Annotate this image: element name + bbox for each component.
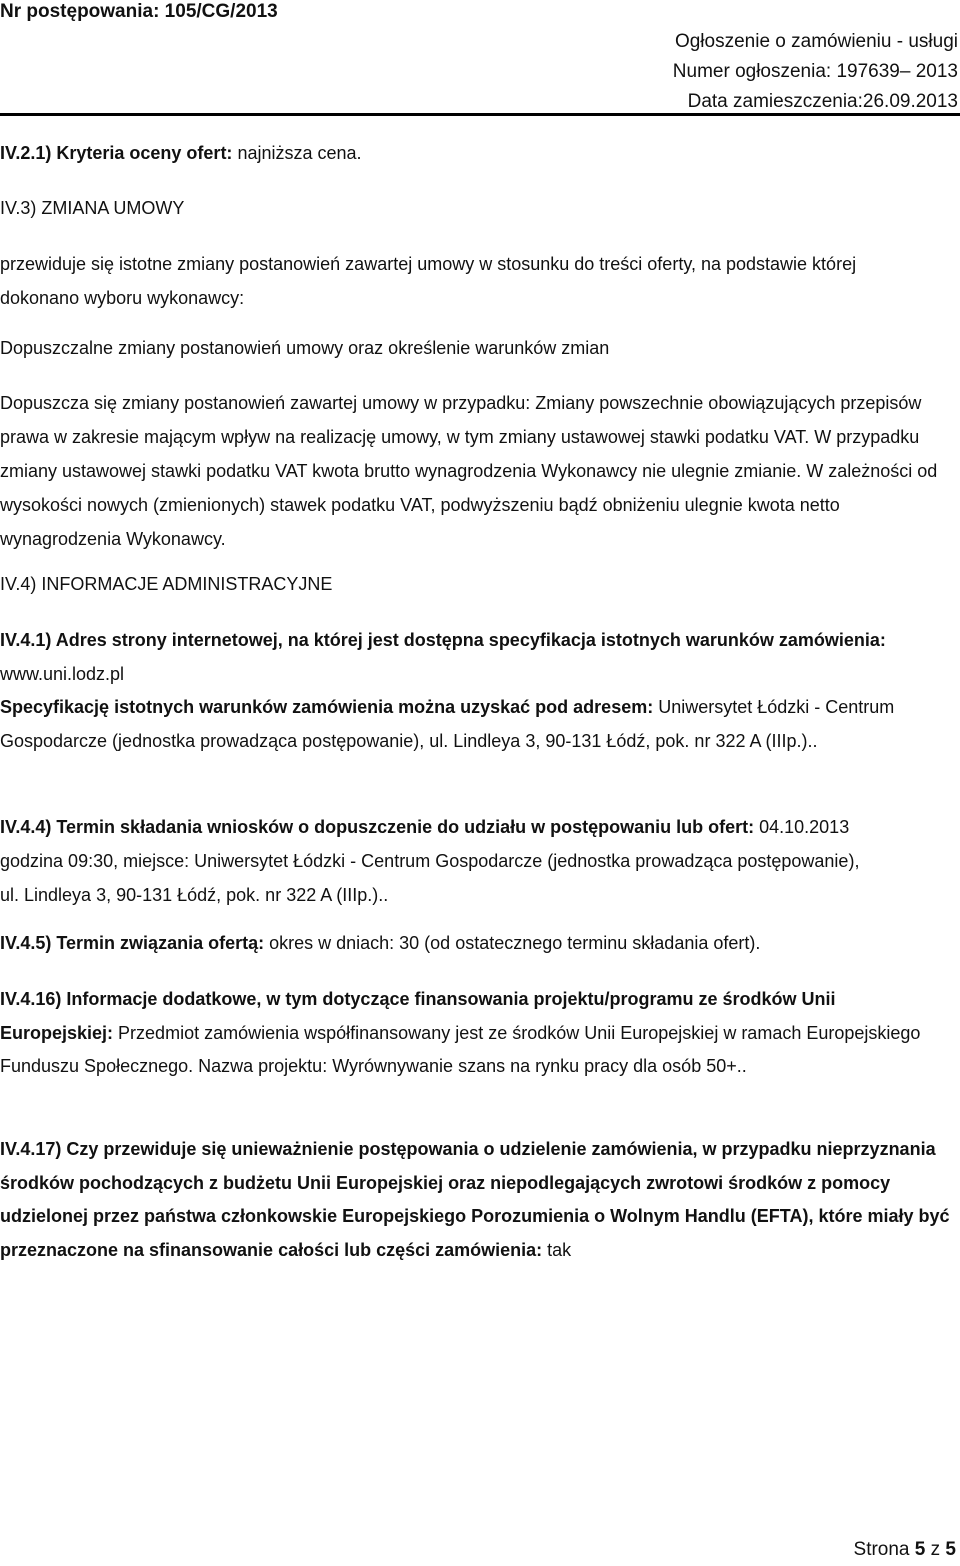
criteria-section <box>0 143 958 164</box>
change-intro: przewiduje się istotne zmiany postanowień zawartej umowy w stosunku do treści oferty, na podstawie której dokonano wyboru wykonawcy: <box>0 254 857 308</box>
website-value: www.uni.lodz.pl <box>0 664 125 684</box>
deadline-value: 04.10.2013 godzina 09:30, miejsce: Uniwersytet Łódzki - Centrum Gospodarcze (jednostka prowadząca postępowanie), ul. Lindleya 3, 90-131 Łódź, pok. nr 322 A (IIIp.).. <box>0 817 860 905</box>
header-divider <box>0 113 960 116</box>
notice-header <box>673 27 958 117</box>
additional-label: IV.4.16) Informacje dodatkowe, w tym dotyczące finansowania projektu/programu ze środków Unii Europejskiej: <box>0 989 836 1043</box>
binding-value: okres w dniach: 30 (od ostatecznego terminu składania ofert). <box>264 933 761 953</box>
cancellation-label: IV.4.17) Czy przewiduje się unieważnienie postępowania o udzielenie zamówienia, w przypadku nieprzyznania środków pochodzących z budżetu Unii Europejskiej oraz niepodlegających zwrotowi środków z pomocy udzielonej przez państwa członkowskie Europejskiego Porozumienia o Wolnym Handlu (EFTA), które miały być przeznaczone na sfinansowanie całości lub części zamówienia: <box>0 1139 950 1260</box>
cancellation-value: tak <box>542 1239 572 1260</box>
deadline-section <box>0 810 880 912</box>
criteria-value: najniższa cena. <box>232 143 362 163</box>
criteria-label: IV.2.1) Kryteria oceny ofert: <box>0 143 233 163</box>
change-heading: IV.3) ZMIANA UMOWY <box>0 198 185 218</box>
additional-section <box>0 983 935 1084</box>
page-number <box>854 1539 956 1561</box>
current-page: 5 <box>914 1539 926 1560</box>
website-section <box>0 623 900 691</box>
notice-type: Ogłoszenie o zamówieniu - usługi <box>674 31 958 52</box>
additional-value: Przedmiot zamówienia współfinansowany jest ze środków Unii Europejskiej w ramach Europejskiego Funduszu Społecznego. Nazwa projektu: Wyrównywanie szans na rynku pracy dla osób 50+.. <box>0 1022 921 1076</box>
total-pages: 5 <box>945 1539 956 1560</box>
cancellation-section <box>0 1133 958 1267</box>
page-separator: z <box>925 1539 946 1560</box>
notice-number: Numer ogłoszenia: 197639– 2013 <box>672 61 958 82</box>
change-body: Dopuszcza się zmiany postanowień zawartej umowy w przypadku: Zmiany powszechnie obowiązujących przepisów prawa w zakresie mającym wpływ na realizację umowy, w tym zmiany ustawowej stawki podatku VAT. W przypadku zmiany ustawowej stawki podatku VAT kwota brutto wynagrodzenia Wykonawcy nie ulegnie zmianie. W zależności od wysokości nowych (zmienionych) stawek podatku VAT, podwyższeniu bądź obniżeniu ulegnie kwota netto wynagrodzenia Wykonawcy. <box>0 393 938 549</box>
publication-date: Data zamieszczenia:26.09.2013 <box>687 91 958 112</box>
website-label: IV.4.1) Adres strony internetowej, na której jest dostępna specyfikacja istotnych warunków zamówienia: <box>0 630 886 650</box>
spec-label: Specyfikację istotnych warunków zamówienia można uzyskać pod adresem: <box>0 697 654 717</box>
case-number: Nr postępowania: 105/CG/2013 <box>0 1 278 22</box>
spec-section <box>0 690 958 758</box>
deadline-label: IV.4.4) Termin składania wniosków o dopuszczenie do udziału w postępowaniu lub ofert: <box>0 817 755 837</box>
change-subheading: Dopuszczalne zmiany postanowień umowy oraz określenie warunków zmian <box>0 338 610 358</box>
page-prefix: Strona <box>853 1539 915 1560</box>
spec-value: Uniwersytet Łódzki - Centrum Gospodarcze (jednostka prowadząca postępowanie), ul. Lindleya 3, 90-131 Łódź, pok. nr 322 A (IIIp.).. <box>0 697 895 751</box>
admin-heading: IV.4) INFORMACJE ADMINISTRACYJNE <box>0 574 333 594</box>
binding-label: IV.4.5) Termin związania ofertą: <box>0 933 265 953</box>
binding-section <box>0 933 958 954</box>
